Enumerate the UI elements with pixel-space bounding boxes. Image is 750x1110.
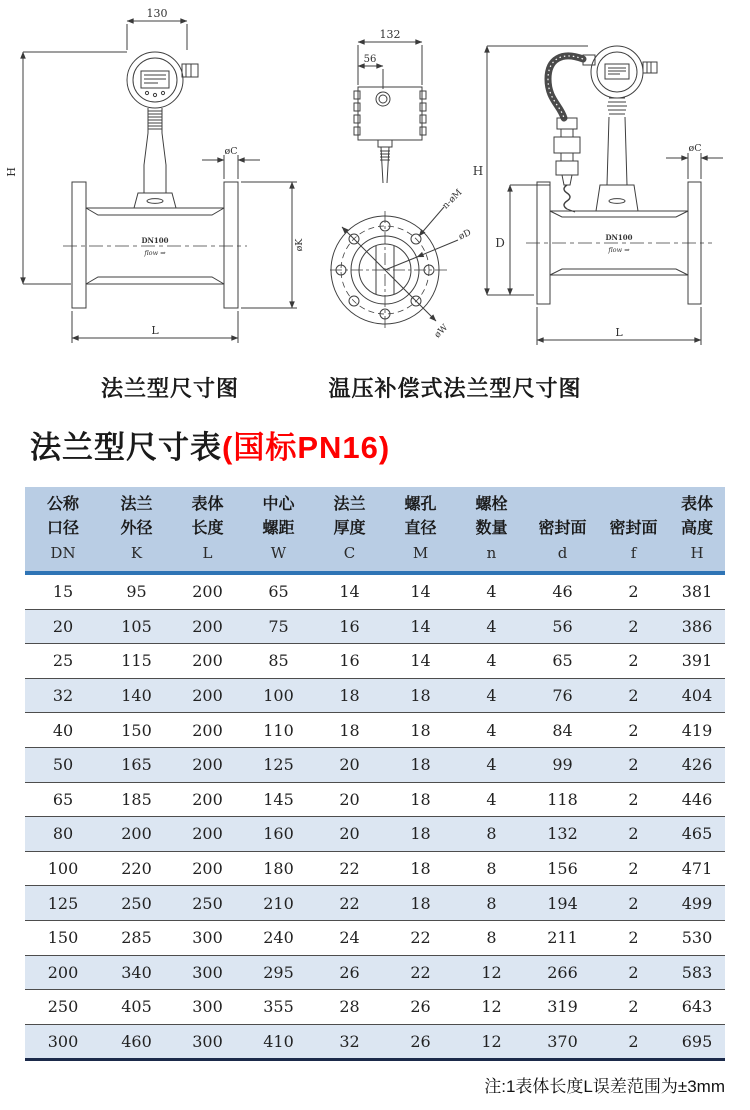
dimension-cell: 2 <box>628 789 639 809</box>
dimension-cell: 20 <box>52 616 74 636</box>
dimension-cell: 105 <box>121 616 152 636</box>
dimension-cell: 419 <box>681 720 713 740</box>
conduit-fitting <box>182 64 198 77</box>
dimension-cell: 26 <box>339 962 360 982</box>
table-row-dn-20 <box>25 609 725 644</box>
dimension-cell: 695 <box>681 1032 713 1052</box>
dimension-cell: 15 <box>52 582 74 602</box>
dimension-cell: 118 <box>547 789 578 809</box>
dimension-cell: 99 <box>552 755 573 775</box>
dimension-cell: 4 <box>486 789 497 809</box>
dimension-cell: 46 <box>552 582 573 602</box>
dimension-cell: 110 <box>263 720 294 740</box>
dimension-cell: 4 <box>486 616 497 636</box>
column-header-DN: 公称 口径 DN <box>46 496 79 562</box>
dimension-cell: 26 <box>410 997 431 1017</box>
dimension-cell: 355 <box>263 997 294 1017</box>
dimension-cell: 8 <box>486 859 497 879</box>
column-header-d: 密封面 d <box>538 520 587 562</box>
dimension-cell: 100 <box>47 859 79 879</box>
dimension-cell: 180 <box>263 859 294 879</box>
dimension-cell: 18 <box>410 859 431 879</box>
dim-label-l: L <box>151 324 159 337</box>
dimension-cell: 18 <box>410 755 431 775</box>
body-marking: DN100 <box>141 236 169 245</box>
dimension-cell: 295 <box>263 962 294 982</box>
dimension-cell: 460 <box>121 1032 152 1052</box>
table-row-dn-250 <box>25 990 725 1025</box>
dimension-cell: 4 <box>486 720 497 740</box>
column-header-n: 螺栓 数量 n <box>475 496 508 562</box>
dimension-cell: 391 <box>681 651 713 671</box>
column-header-M: 螺孔 直径 M <box>404 496 437 562</box>
dimension-cell: 18 <box>339 686 360 706</box>
dimension-cell: 18 <box>410 893 431 913</box>
dimension-cell: 250 <box>47 997 79 1017</box>
dimension-cell: 643 <box>681 997 713 1017</box>
dimension-cell: 200 <box>192 720 223 740</box>
dimension-cell: 2 <box>628 582 639 602</box>
flange-meter-drawing <box>5 5 305 360</box>
dimension-cell: 20 <box>339 755 360 775</box>
column-header-L: 表体 长度 L <box>191 496 224 562</box>
dimension-cell: 14 <box>410 651 431 671</box>
od-label: øW <box>432 322 451 341</box>
dimension-cell: 426 <box>681 755 713 775</box>
column-header-H: 表体 高度 H <box>680 496 713 562</box>
dimension-cell: 381 <box>681 582 713 602</box>
dimension-cell: 200 <box>192 616 223 636</box>
dimension-cell: 2 <box>628 997 639 1017</box>
dimension-cell: 132 <box>547 824 578 844</box>
dimension-cell: 95 <box>126 582 147 602</box>
dimension-cell: 125 <box>263 755 294 775</box>
wafer-flange-drawing <box>330 25 480 355</box>
dimension-cell: 285 <box>121 928 152 948</box>
dimension-cell: 200 <box>121 824 152 844</box>
dimension-cell: 2 <box>628 859 639 879</box>
table-title-text: 法兰型尺寸表 <box>30 430 222 465</box>
dimension-cell: 530 <box>681 928 713 948</box>
dimension-cell: 56 <box>552 616 573 636</box>
table-row-dn-300 <box>25 1024 725 1060</box>
dimension-cell: 18 <box>410 789 431 809</box>
dimension-cell: 26 <box>410 1032 431 1052</box>
dimension-cell: 32 <box>52 686 74 706</box>
body-marking: DN100 <box>605 233 633 242</box>
dimension-cell: 80 <box>52 824 74 844</box>
dimension-cell: 300 <box>192 962 223 982</box>
dimension-cell: 165 <box>121 755 152 775</box>
dimension-cell: 150 <box>121 720 152 740</box>
dimension-cell: 65 <box>268 582 289 602</box>
dimension-cell: 2 <box>628 962 639 982</box>
dim-label-56: 56 <box>363 54 377 65</box>
dimension-cell: 4 <box>486 755 497 775</box>
dim-label-h: H <box>472 164 484 178</box>
dimension-cell: 2 <box>628 824 639 844</box>
table-row-dn-50 <box>25 747 725 782</box>
dimension-cell: 200 <box>192 755 223 775</box>
dimension-cell: 24 <box>339 928 360 948</box>
dimension-cell: 200 <box>192 859 223 879</box>
dimension-cell: 28 <box>339 997 360 1017</box>
dimension-cell: 410 <box>263 1032 294 1052</box>
dimension-cell: 12 <box>481 997 502 1017</box>
table-title <box>30 422 390 467</box>
dimension-cell: 200 <box>192 651 223 671</box>
dimension-cell: 16 <box>339 651 360 671</box>
table-row-dn-150 <box>25 920 725 955</box>
dimension-table <box>25 487 725 1061</box>
dim-label-130: 130 <box>146 7 168 20</box>
dim-label-oc: øC <box>224 146 238 157</box>
bolt-circle-label: n-øM <box>440 187 465 212</box>
dimension-table-header-row <box>25 487 725 573</box>
dimension-cell: 210 <box>263 893 294 913</box>
table-row-dn-80 <box>25 817 725 852</box>
dimension-cell: 300 <box>192 928 223 948</box>
table-row-dn-200 <box>25 955 725 990</box>
dim-label-h: H <box>5 167 18 177</box>
dimension-cell: 200 <box>192 789 223 809</box>
dimension-cell: 115 <box>121 651 152 671</box>
dimension-cell: 370 <box>547 1032 578 1052</box>
dimension-cell: 160 <box>263 824 294 844</box>
dimension-cell: 200 <box>192 824 223 844</box>
face-diameter-label: øD <box>457 227 473 243</box>
dimension-cell: 18 <box>410 686 431 706</box>
dimension-cell: 220 <box>121 859 152 879</box>
dimension-cell: 2 <box>628 755 639 775</box>
table-row-dn-32 <box>25 678 725 713</box>
table-row-dn-125 <box>25 886 725 921</box>
dimension-cell: 404 <box>681 686 713 706</box>
dimension-cell: 140 <box>121 686 152 706</box>
dimension-cell: 2 <box>628 651 639 671</box>
table-title-standard: (国标PN16) <box>222 430 391 465</box>
dimension-cell: 4 <box>486 582 497 602</box>
dimension-cell: 8 <box>486 928 497 948</box>
dimension-cell: 76 <box>552 686 573 706</box>
dimension-cell: 340 <box>121 962 152 982</box>
dimension-cell: 499 <box>681 893 713 913</box>
dim-label-ok: øK <box>294 238 305 252</box>
dimension-cell: 266 <box>547 962 578 982</box>
table-row-dn-100 <box>25 851 725 886</box>
dimension-cell: 446 <box>681 789 713 809</box>
dimension-cell: 84 <box>552 720 573 740</box>
flow-marking: flow ⇒ <box>144 249 166 257</box>
dimension-cell: 319 <box>547 997 578 1017</box>
dimension-cell: 20 <box>339 789 360 809</box>
dimension-cell: 100 <box>263 686 294 706</box>
dimension-cell: 85 <box>268 651 289 671</box>
dimension-cell: 22 <box>410 962 431 982</box>
dimension-cell: 50 <box>52 755 74 775</box>
compensated-drawing-caption: 温压补偿式法兰型尺寸图 <box>328 376 582 401</box>
dimension-cell: 471 <box>681 859 713 879</box>
dimension-cell: 25 <box>52 651 74 671</box>
dimension-table-body <box>25 573 725 1060</box>
dimension-cell: 12 <box>481 1032 502 1052</box>
dimension-cell: 8 <box>486 893 497 913</box>
dimension-cell: 250 <box>121 893 152 913</box>
dimension-cell: 145 <box>263 789 294 809</box>
dimension-cell: 194 <box>547 893 578 913</box>
dimension-cell: 22 <box>339 893 360 913</box>
dimension-cell: 4 <box>486 651 497 671</box>
dimension-cell: 2 <box>628 720 639 740</box>
table-row-dn-25 <box>25 644 725 679</box>
flow-marking: flow ⇒ <box>608 246 630 254</box>
dimension-cell: 14 <box>410 582 431 602</box>
dimension-cell: 300 <box>192 997 223 1017</box>
column-header-C: 法兰 厚度 C <box>333 496 366 562</box>
dimension-cell: 405 <box>121 997 152 1017</box>
dimension-cell: 150 <box>47 928 79 948</box>
dimension-cell: 2 <box>628 928 639 948</box>
dimension-cell: 211 <box>547 928 578 948</box>
column-header-f: 密封面 f <box>609 520 658 562</box>
dim-label-oc: øC <box>688 143 702 154</box>
table-note: 注:1表体长度L误差范围为±3mm <box>484 1077 725 1096</box>
dimension-cell: 250 <box>192 893 223 913</box>
dimension-cell: 386 <box>681 616 713 636</box>
dimension-cell: 583 <box>681 962 713 982</box>
dimension-cell: 40 <box>52 720 74 740</box>
dimension-cell: 2 <box>628 616 639 636</box>
dimension-cell: 156 <box>547 859 578 879</box>
dim-label-132: 132 <box>379 28 401 41</box>
dimension-cell: 20 <box>339 824 360 844</box>
dimension-cell: 8 <box>486 824 497 844</box>
dimension-cell: 18 <box>410 824 431 844</box>
dimension-cell: 2 <box>628 1032 639 1052</box>
dimension-cell: 32 <box>339 1032 360 1052</box>
dim-label-l: L <box>615 326 623 339</box>
dimension-cell: 2 <box>628 893 639 913</box>
column-header-K: 法兰 外径 K <box>120 496 153 562</box>
dimension-cell: 22 <box>339 859 360 879</box>
dimension-cell: 16 <box>339 616 360 636</box>
dimension-cell: 14 <box>339 582 360 602</box>
dimension-cell: 18 <box>339 720 360 740</box>
dimension-cell: 4 <box>486 686 497 706</box>
dimension-cell: 14 <box>410 616 431 636</box>
dimension-cell: 200 <box>47 962 79 982</box>
dimension-cell: 22 <box>410 928 431 948</box>
dimension-cell: 465 <box>681 824 713 844</box>
dimension-cell: 200 <box>192 686 223 706</box>
table-row-dn-40 <box>25 713 725 748</box>
dimension-cell: 125 <box>47 893 79 913</box>
compensated-meter-drawing <box>470 25 745 355</box>
table-row-dn-15 <box>25 573 725 609</box>
dimension-cell: 300 <box>192 1032 223 1052</box>
flange-drawing-caption: 法兰型尺寸图 <box>100 376 239 401</box>
dimension-cell: 65 <box>52 789 74 809</box>
dimension-cell: 200 <box>192 582 223 602</box>
column-header-W: 中心 螺距 W <box>262 496 295 562</box>
dim-label-d: D <box>495 236 505 250</box>
dimension-cell: 65 <box>552 651 573 671</box>
dimension-cell: 185 <box>121 789 152 809</box>
dimension-cell: 12 <box>481 962 502 982</box>
dimension-cell: 300 <box>47 1032 79 1052</box>
dimension-cell: 18 <box>410 720 431 740</box>
dimension-cell: 240 <box>263 928 294 948</box>
dimension-cell: 75 <box>268 616 289 636</box>
dimension-cell: 2 <box>628 686 639 706</box>
table-row-dn-65 <box>25 782 725 817</box>
